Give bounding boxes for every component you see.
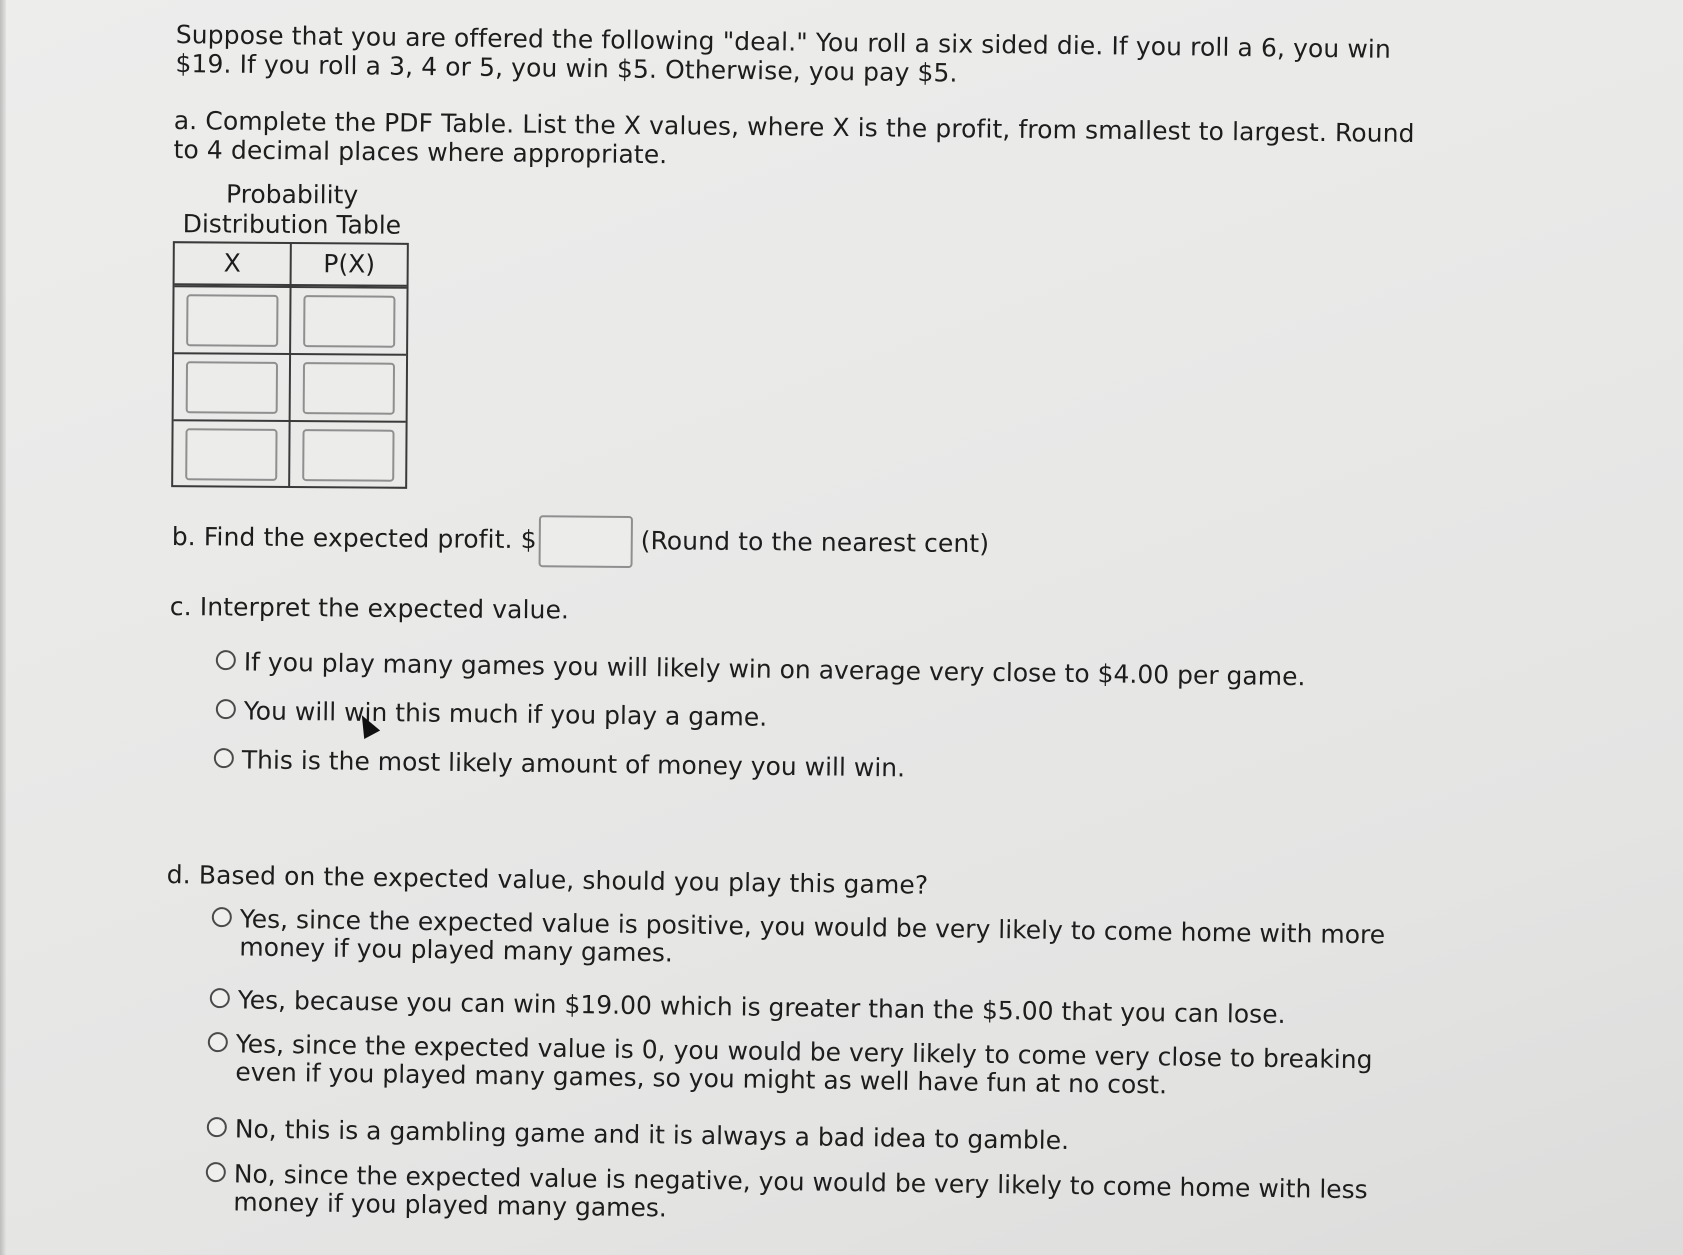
table-cell-x	[174, 354, 291, 420]
x-value-input-1[interactable]	[186, 294, 278, 347]
radio-button[interactable]	[208, 1032, 228, 1052]
part-c-option-3[interactable]	[214, 746, 1514, 790]
table-title-line2: Distribution Table	[182, 209, 402, 240]
part-a-instructions: a. Complete the PDF Table. List the X values, where X is the profit, from smallest to largest. Round to 4 decimal places where appropriate.	[173, 106, 1415, 170]
table-cell-px	[291, 288, 406, 354]
column-header-px: P(X)	[323, 249, 376, 279]
radio-button[interactable]	[207, 1117, 227, 1137]
option-label: No, this is a gambling game and it is always a bad idea to gamble.	[234, 1114, 1070, 1156]
probability-distribution-table	[171, 241, 409, 489]
part-d-option-3[interactable]	[207, 1030, 1398, 1103]
part-c-option-2[interactable]	[216, 697, 1516, 741]
part-d-option-2[interactable]	[210, 986, 1510, 1032]
problem-intro: Suppose that you are offered the following "deal." You roll a six sided die. If you roll a 6, you win $19. If you roll a 3, 4 or 5, you win $5. Otherwise, you pay $5.	[175, 20, 1392, 88]
option-label: You will win this much if you play a game.	[243, 696, 768, 732]
radio-button[interactable]	[206, 1162, 226, 1182]
part-d-option-1[interactable]	[211, 905, 1442, 978]
table-header-row	[175, 243, 407, 287]
radio-button[interactable]	[210, 988, 230, 1008]
expected-profit-input[interactable]	[538, 515, 632, 568]
part-c-option-1[interactable]	[216, 648, 1516, 694]
table-title-line1: Probability	[225, 179, 359, 210]
part-c-question: c. Interpret the expected value.	[169, 592, 570, 625]
table-cell-px	[290, 422, 405, 488]
table-cell-x	[174, 287, 291, 353]
screen-edge	[0, 0, 6, 1255]
table-row	[174, 285, 406, 354]
option-label: Yes, because you can win $19.00 which is greater than the $5.00 that you can lose.	[237, 985, 1286, 1030]
px-value-input-3[interactable]	[302, 429, 394, 482]
radio-button[interactable]	[216, 699, 236, 719]
option-label: If you play many games you will likely win on average very close to $4.00 per game.	[243, 647, 1306, 692]
part-d-question: d. Based on the expected value, should you play this game?	[166, 860, 929, 900]
option-label: No, since the expected value is negative, you would be very likely to come home with less money if you played many games.	[233, 1159, 1368, 1223]
px-value-input-2[interactable]	[302, 362, 394, 415]
part-d-option-5[interactable]	[205, 1160, 1416, 1233]
radio-button[interactable]	[216, 650, 236, 670]
table-row	[174, 352, 406, 421]
x-value-input-2[interactable]	[185, 361, 277, 414]
option-label: This is the most likely amount of money you will win.	[241, 745, 906, 783]
column-header-x: X	[175, 243, 292, 284]
option-label: Yes, since the expected value is 0, you would be very likely to come very close to breaking even if you played many games, so you might as well have fun at no cost.	[235, 1029, 1373, 1100]
part-b-question	[172, 512, 990, 571]
x-value-input-3[interactable]	[185, 428, 277, 481]
part-b-label: b. Find the expected profit. $	[171, 521, 537, 555]
radio-button[interactable]	[214, 748, 234, 768]
table-row	[173, 419, 405, 488]
px-value-input-1[interactable]	[303, 295, 395, 348]
radio-button[interactable]	[212, 907, 232, 927]
table-cell-px	[291, 355, 406, 421]
option-label: Yes, since the expected value is positive, you would be very likely to come home with more money if you played many games.	[239, 904, 1386, 968]
table-title	[174, 179, 410, 241]
part-b-rounding-note: (Round to the nearest cent)	[640, 526, 990, 559]
table-cell-x	[173, 421, 290, 487]
part-d-option-4[interactable]	[207, 1115, 1507, 1161]
